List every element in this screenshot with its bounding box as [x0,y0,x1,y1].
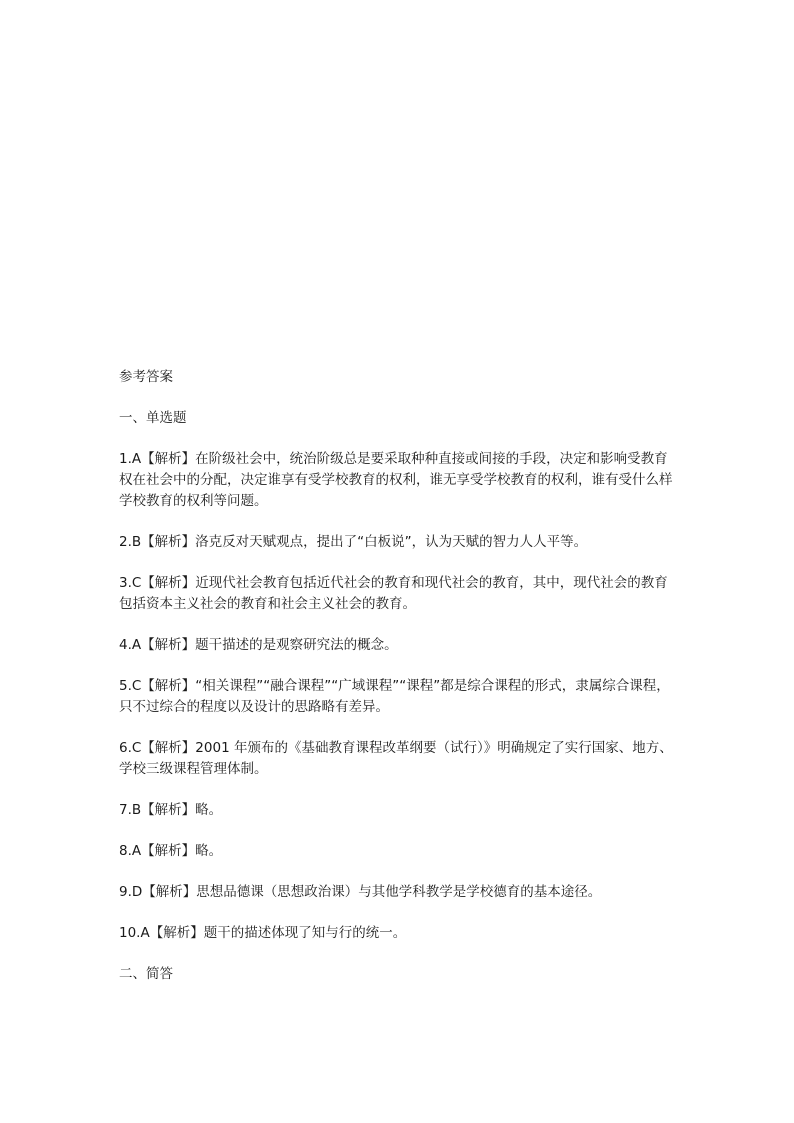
answer-item-10: 10.A【解析】题干的描述体现了知与行的统一。 [119,925,407,941]
answer-item-3: 3.C【解析】近现代社会教育包括近代社会的教育和现代社会的教育，其中，现代社会的教育包括资本主义社会的教育和社会主义社会的教育。 [119,575,668,612]
answer-item-2: 2.B【解析】洛克反对天赋观点，提出了“白板说”，认为天赋的智力人人平等。 [119,534,588,550]
section-short-answer-heading: 二、简答 [119,966,173,982]
answer-content [119,367,679,1005]
answer-item-8: 8.A【解析】略。 [119,843,223,859]
answer-item-7: 7.B【解析】略。 [119,802,223,818]
answer-item-4: 4.A【解析】题干描述的是观察研究法的概念。 [119,637,398,653]
section-single-choice-heading: 一、单选题 [119,410,187,426]
answer-key-title: 参考答案 [119,369,173,385]
answer-item-9: 9.D【解析】思想品德课（思想政治课）与其他学科教学是学校德育的基本途径。 [119,884,602,900]
answer-item-5: 5.C【解析】“相关课程”“融合课程”“广域课程”“课程”都是综合课程的形式，隶属综合课程，只不过综合的程度以及设计的思路略有差异。 [119,678,670,715]
answer-item-6: 6.C【解析】2001 年颁布的《基础教育课程改革纲要（试行）》明确规定了实行国家、地方、学校三级课程管理体制。 [119,740,673,777]
answer-item-1: 1.A【解析】在阶级社会中，统治阶级总是要采取种种直接或间接的手段，决定和影响受教育权在社会中的分配，决定谁享有受学校教育的权利，谁无享受学校教育的权利，谁有受什么样学校教育的权利等问题。 [119,451,673,509]
